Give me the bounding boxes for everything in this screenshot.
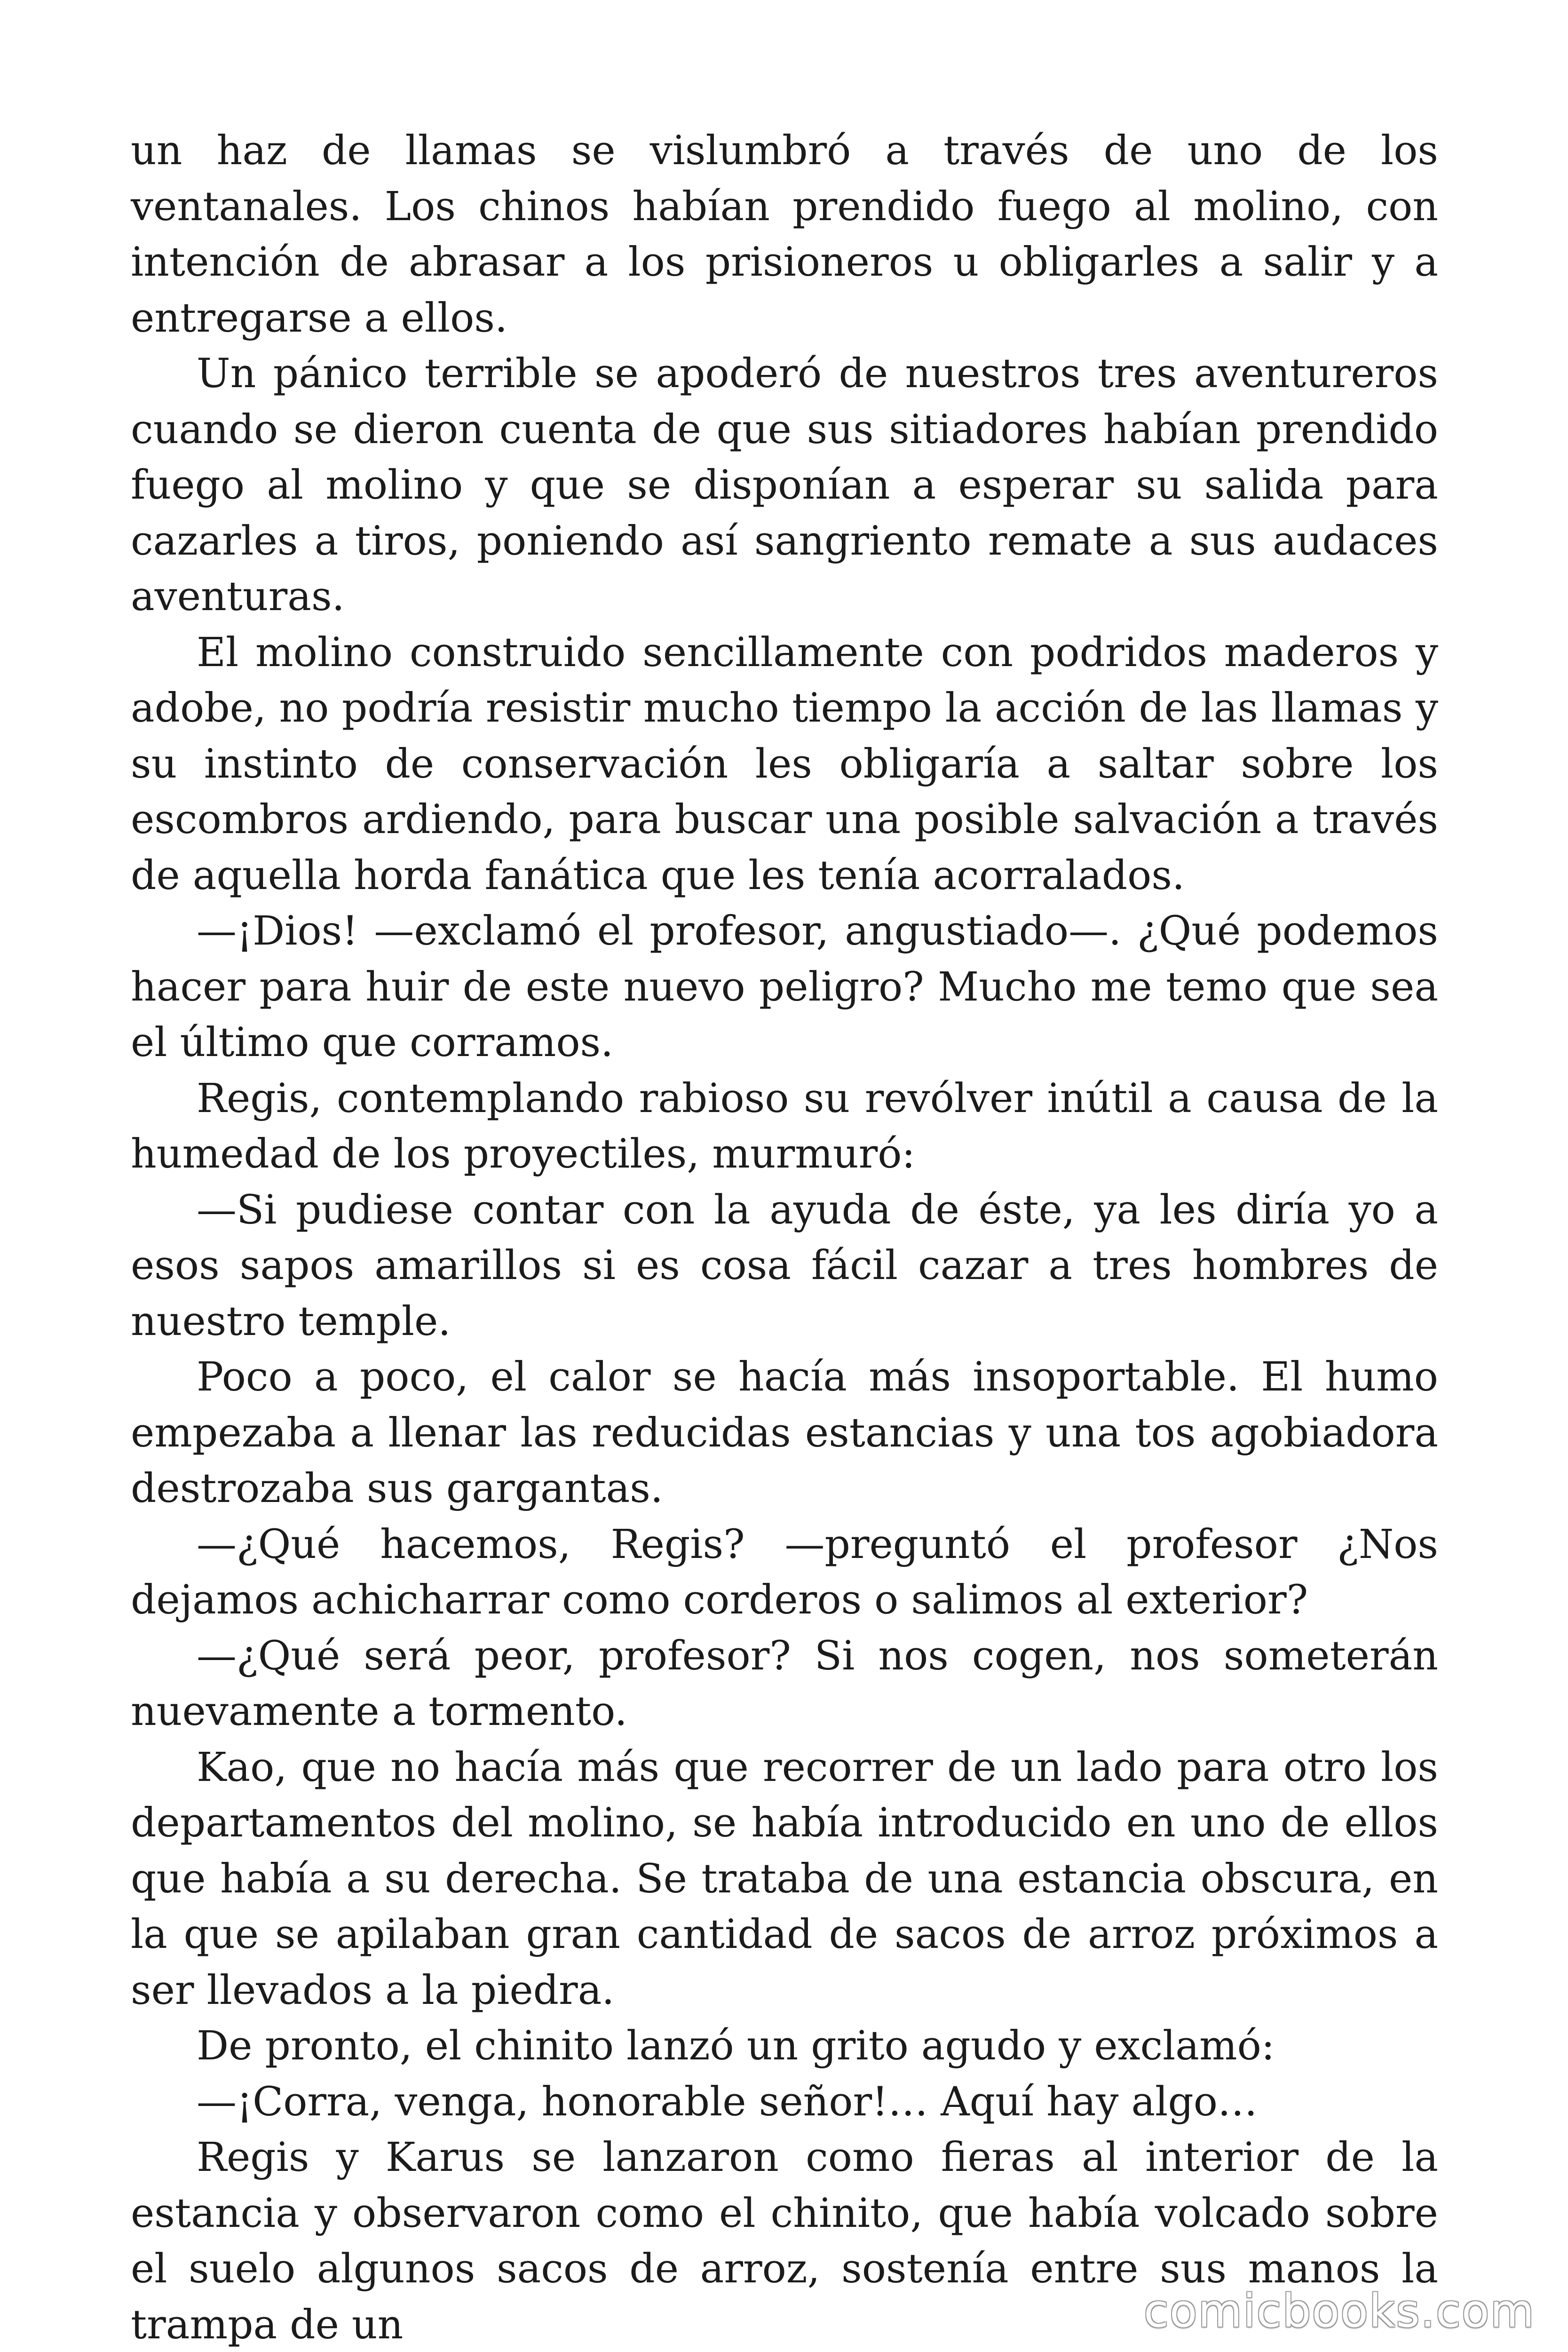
paragraph-1: un haz de llamas se vislumbró a través de uno de los ventanales. Los chinos habían prendido fuego al molino, con intención de abrasar a los prisioneros u obligarles a salir y a entregarse a ellos. — [131, 127, 1438, 342]
paragraph-8: —¿Qué hacemos, Regis? —preguntó el profesor ¿Nos dejamos achicharrar como corderos o salimos al exterior? — [131, 1521, 1438, 1623]
paragraph-2: Un pánico terrible se apoderó de nuestros tres aventureros cuando se dieron cuenta de que sus sitiadores habían prendido fuego al molino y que se disponían a esperar su salida para cazarles a tiros, poniendo así sangriento remate a sus audaces aventuras. — [131, 350, 1438, 620]
paragraph-10: Kao, que no hacía más que recorrer de un lado para otro los departamentos del molino, se había introducido en uno de ellos que había a su derecha. Se trataba de una estancia obscura, en la que se apilaban gran cantidad de sacos de arroz próximos a ser llevados a la piedra. — [131, 1744, 1438, 2014]
paragraph-9: —¿Qué será peor, profesor? Si nos cogen, nos someterán nuevamente a tormento. — [131, 1632, 1438, 1735]
body-text — [131, 123, 1438, 2352]
paragraph-6: —Si pudiese contar con la ayuda de éste, ya les diría yo a esos sapos amarillos si es cosa fácil cazar a tres hombres de nuestro temple. — [131, 1186, 1438, 1345]
paragraph-12: —¡Corra, venga, honorable señor!… Aquí hay algo… — [197, 2078, 1258, 2125]
paragraph-11: De pronto, el chinito lanzó un grito agudo y exclamó: — [197, 2023, 1275, 2069]
paragraph-5: Regis, contemplando rabioso su revólver inútil a causa de la humedad de los proyectiles, murmuró: — [131, 1075, 1438, 1177]
watermark-logo: comicbooks.com — [1143, 2285, 1535, 2337]
paragraph-4: —¡Dios! —exclamó el profesor, angustiado—. ¿Qué podemos hacer para huir de este nuevo peligro? Mucho me temo que sea el último que corramos. — [131, 908, 1438, 1066]
paragraph-7: Poco a poco, el calor se hacía más insoportable. El humo empezaba a llenar las reducidas estancias y una tos agobiadora destrozaba sus gargantas. — [131, 1354, 1438, 1512]
paragraph-3: El molino construido sencillamente con podridos maderos y adobe, no podría resistir mucho tiempo la acción de las llamas y su instinto de conservación les obligaría a saltar sobre los escombros ardiendo, para buscar una posible salvación a través de aquella horda fanática que les tenía acorralados. — [131, 629, 1438, 899]
paragraph-13: Regis y Karus se lanzaron como fieras al interior de la estancia y observaron como el chinito, que había volcado sobre el suelo algunos sacos de arroz, sostenía entre sus manos la trampa de un — [131, 2134, 1438, 2348]
